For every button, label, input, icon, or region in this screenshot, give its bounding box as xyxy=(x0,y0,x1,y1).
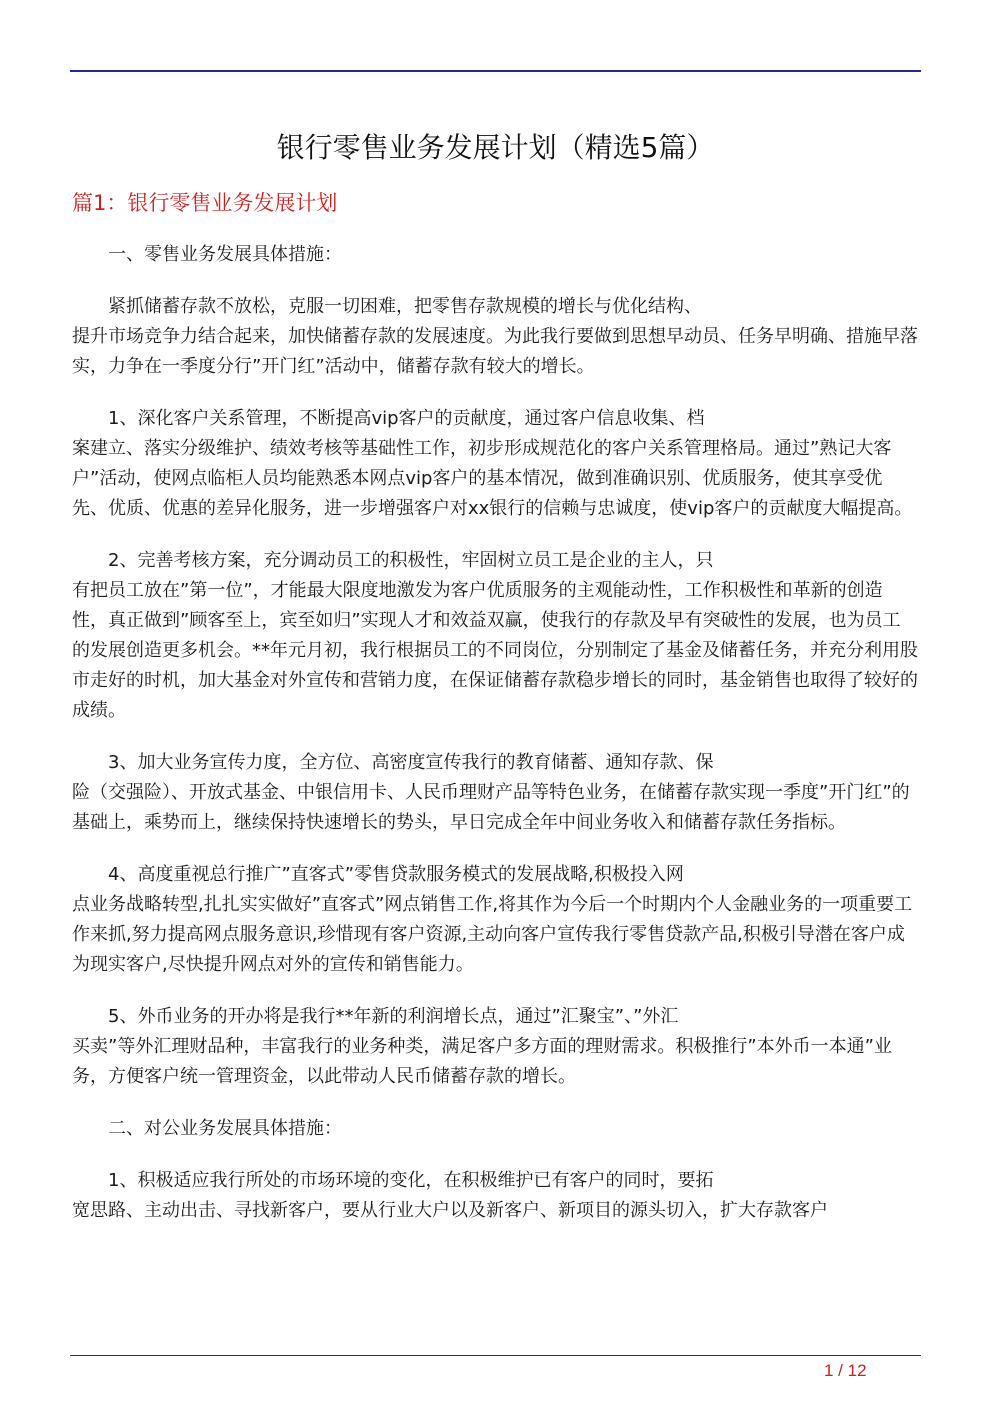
paragraph-lead: 2、完善考核方案，充分调动员工的积极性，牢固树立员工是企业的主人，只 xyxy=(108,550,714,571)
paragraph xyxy=(72,748,918,838)
paragraph xyxy=(72,860,918,980)
page-number: 1 / 12 xyxy=(824,1361,867,1380)
paragraph xyxy=(72,1166,918,1226)
paragraph-lead: 紧抓储蓄存款不放松，克服一切困难，把零售存款规模的增长与优化结构、 xyxy=(108,296,702,317)
document-body xyxy=(72,240,918,1248)
paragraph xyxy=(72,240,918,270)
paragraph-lead: 3、加大业务宣传力度，全方位、高密度宣传我行的教育储蓄、通知存款、保 xyxy=(108,752,714,773)
paragraph xyxy=(72,546,918,726)
paragraph-lead: 5、外币业务的开办将是我行**年新的利润增长点，通过”汇聚宝”、”外汇 xyxy=(108,1006,679,1027)
paragraph-lead: 4、高度重视总行推广”直客式”零售贷款服务模式的发展战略,积极投入网 xyxy=(108,864,684,885)
footer-rule xyxy=(70,1355,921,1356)
paragraph-text: 宽思路、主动出击、寻找新客户，要从行业大户以及新客户、新项目的源头切入，扩大存款客户 xyxy=(72,1200,828,1221)
paragraph-lead: 一、零售业务发展具体措施： xyxy=(108,244,342,265)
paragraph-lead: 二、对公业务发展具体措施： xyxy=(108,1118,342,1139)
paragraph-text: 案建立、落实分级维护、绩效考核等基础性工作，初步形成规范化的客户关系管理格局。通过”熟记大客户”活动，使网点临柜人员均能熟悉本网点vip客户的基本情况，做到准确识别、优质服务，使其享受优先、优质、优惠的差异化服务，进一步增强客户对xx银行的信赖与忠诚度，使vip客户的贡献度大幅提高。 xyxy=(72,438,913,519)
paragraph-text: 有把员工放在”第一位”，才能最大限度地激发为客户优质服务的主观能动性，工作积极性和革新的创造性，真正做到”顾客至上，宾至如归”实现人才和效益双赢，使我行的存款及早有突破性的发展，也为员工的发展创造更多机会。**年元月初，我行根据员工的不同岗位，分别制定了基金及储蓄任务，并充分利用股市走好的时机，加大基金对外宣传和营销力度，在保证储蓄存款稳步增长的同时，基金销售也取得了较好的成绩。 xyxy=(72,580,918,721)
paragraph-text: 提升市场竞争力结合起来，加快储蓄存款的发展速度。为此我行要做到思想早动员、任务早明确、措施早落实，力争在一季度分行”开门红”活动中，储蓄存款有较大的增长。 xyxy=(72,326,918,377)
paragraph xyxy=(72,1114,918,1144)
paragraph xyxy=(72,292,918,382)
paragraph-text: 险（交强险）、开放式基金、中银信用卡、人民币理财产品等特色业务，在储蓄存款实现一季度”开门红”的基础上，乘势而上，继续保持快速增长的势头，早日完成全年中间业务收入和储蓄存款任务指标。 xyxy=(72,782,910,833)
section-heading: 篇1：银行零售业务发展计划 xyxy=(72,191,338,215)
header-rule xyxy=(70,70,921,72)
paragraph xyxy=(72,1002,918,1092)
paragraph-lead: 1、积极适应我行所处的市场环境的变化，在积极维护已有客户的同时，要拓 xyxy=(108,1170,714,1191)
paragraph xyxy=(72,404,918,524)
paragraph-lead: 1、深化客户关系管理，不断提高vip客户的贡献度，通过客户信息收集、档 xyxy=(108,408,705,429)
paragraph-text: 买卖”等外汇理财品种，丰富我行的业务种类，满足客户多方面的理财需求。积极推行”本外币一本通”业务，方便客户统一管理资金，以此带动人民币储蓄存款的增长。 xyxy=(72,1036,892,1087)
document-title: 银行零售业务发展计划（精选5篇） xyxy=(276,131,715,164)
paragraph-text: 点业务战略转型,扎扎实实做好”直客式”网点销售工作,将其作为今后一个时期内个人金融业务的一项重要工作来抓,努力提高网点服务意识,珍惜现有客户资源,主动向客户宣传我行零售贷款产品,积极引导潜在客户成为现实客户,尽快提升网点对外的宣传和销售能力。 xyxy=(72,894,913,975)
